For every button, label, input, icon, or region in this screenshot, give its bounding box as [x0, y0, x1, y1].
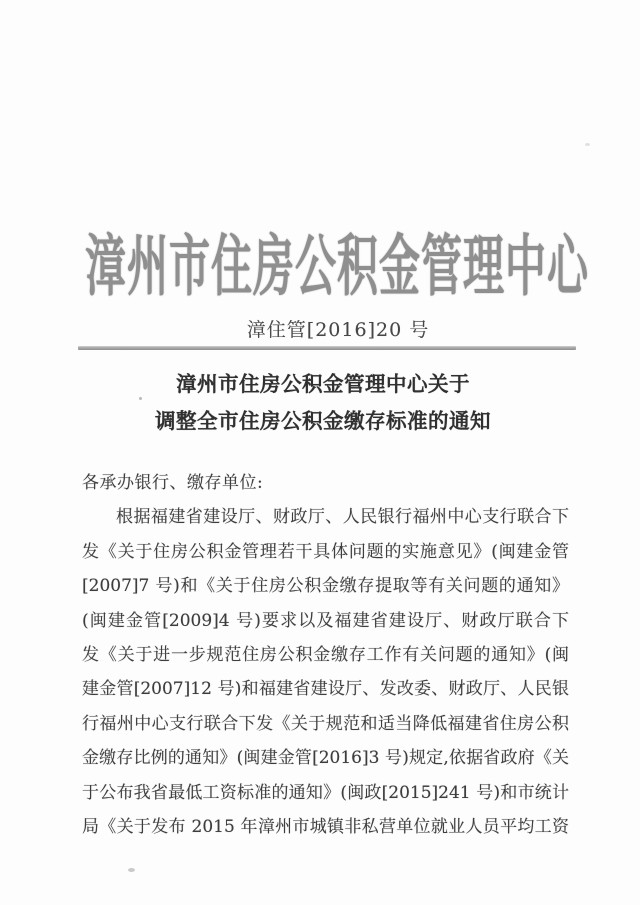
scan-speck: [128, 868, 135, 872]
body-line: 金缴存比例的通知》(闽建金管[2016]3 号)规定,依据省政府《关: [82, 748, 569, 769]
salutation: 各承办银行、缴存单位:: [82, 473, 264, 493]
body-line: 根据福建省建设厅、财政厅、人民银行福州中心支行联合下: [116, 507, 569, 528]
body-line: 发《关于进一步规范住房公积金缴存工作有关问题的通知》(闽: [82, 645, 569, 666]
body-line: 行福州中心支行联合下发《关于规范和适当降低福建省住房公积: [82, 713, 569, 734]
body-line: 发《关于住房公积金管理若干具体问题的实施意见》(闽建金管: [82, 541, 569, 562]
notice-body: [82, 466, 569, 844]
body-line: (闽建金管[2009]4 号)要求以及福建省建设厅、财政厅联合下: [82, 610, 569, 631]
notice-title-line-1: 漳州市住房公积金管理中心关于: [176, 372, 470, 396]
doc-number: 漳住管[2016]20 号: [246, 319, 430, 341]
body-line: 局《关于发布 2015 年漳州市城镇非私营单位就业人员平均工资: [82, 817, 569, 838]
agency-letterhead: 漳州市住房公积金管理中心: [85, 227, 589, 306]
body-line: 建金管[2007]12 号)和福建省建设厅、发改委、财政厅、人民银: [82, 679, 569, 700]
body-line: 于公布我省最低工资标准的通知》(闽政[2015]241 号)和市统计: [82, 782, 569, 803]
notice-title: [3, 366, 640, 439]
header-divider-line: [78, 346, 576, 350]
scan-speck: [585, 143, 590, 146]
body-line: [2007]7 号)和《关于住房公积金缴存提取等有关问题的通知》: [82, 576, 569, 597]
scan-speck: [139, 397, 142, 400]
notice-title-line-2: 调整全市住房公积金缴存标准的通知: [155, 408, 491, 433]
